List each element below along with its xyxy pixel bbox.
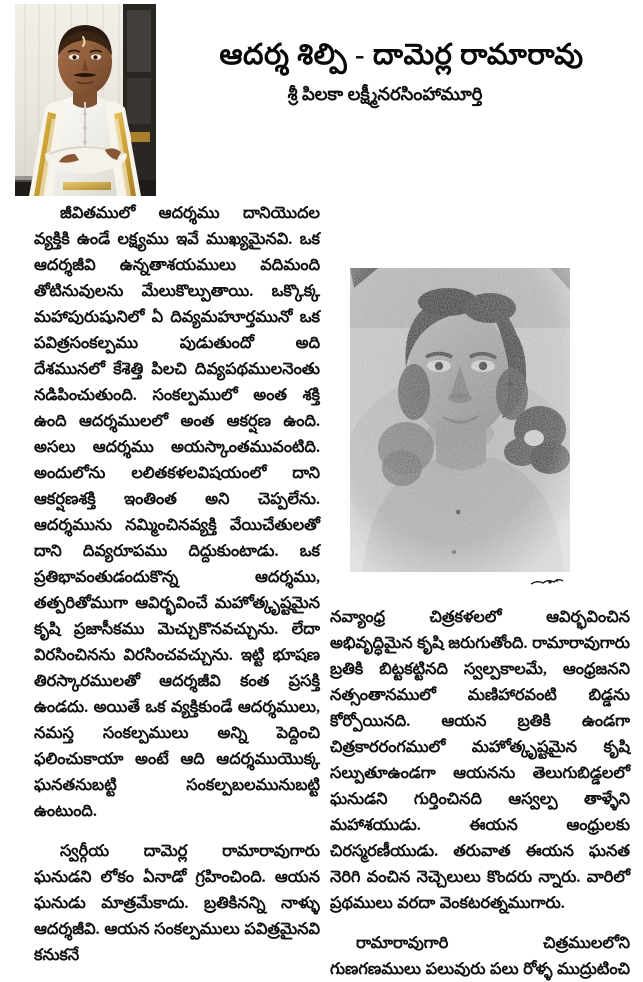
page-header bbox=[0, 0, 643, 200]
photo-credit-mark-icon bbox=[530, 577, 564, 586]
portrait-photo-image bbox=[344, 262, 576, 578]
left-text-column bbox=[34, 200, 320, 968]
page-title: ఆదర్శ శిల్పి - దామెర్ల రామారావు bbox=[219, 39, 584, 72]
article-body bbox=[0, 200, 643, 978]
statue-photo-image bbox=[15, 4, 156, 196]
paragraph: జీవితములో ఆదర్శము దానియొదల వ్యక్తికి ఉండే లక్ష్యము ఇవే ముఖ్యమైనవి. ఒక ఆదర్శజీవి ఉన్నతాశయములు వదిమంది తోటినువులను మేలుకొల్పుతాయి. ఒక్కొక్క మహాపురుషునిలో ఏ దివ్యమహూర్తమునో ఒక పవిత్రసంకల్పము పుడుతుందో అది దేశమునలో కేశెత్తి పిలచి దివ్యపథములనెంతు నడిపించుతుంది. సంకల్పములో అంత శక్తి ఉంది ఆదర్శములలో అంత ఆకర్షణ ఉంది. అసలు ఆదర్శము అయస్కాంతమువంటిది. అందులోను లలితకళలవిషయంలో దాని ఆకర్షణశక్తి ఇంతింత అని చెప్పలేను. ఆదర్శమును నమ్మించినవ్యక్తి వేయిచేతులతో దాని దివ్యరూపము దిద్దుకుంటాడు. ఒక ప్రతిభావంతుడందుకొన్న ఆదర్శము, తత్పరితోముగా ఆవిర్భవించే మహోత్కృష్టమైన కృషి ప్రజాసీకము మెచ్చుకొనవచ్చును. లేదా విరసించినను విరసించవచ్చును. ఇట్టి భూషణ తిరస్కారములతో ఆదర్శజీవి కంత ప్రసక్తి ఉండదు. అయితే ఒక వ్యక్తికుండే ఆదర్శములు, నమస్త సంకల్పములు అన్ని పెద్దించి ఫలించుకాయా అంటే ఆది ఆదర్శముయొక్క ఘనతనుబట్టి సంకల్పబలమునుబట్టి ఉంటుంది. bbox=[34, 204, 320, 820]
portrait-photograph bbox=[344, 262, 576, 580]
paragraph: రామారావుగారి చిత్రములలోని గుణగణములు పలువురు పలు రోళ్ళ ముద్రుటించి bbox=[330, 934, 630, 978]
right-column-text bbox=[330, 604, 630, 982]
paragraph: నవ్యాంధ్ర చిత్రకళలలో ఆవిర్భవించిన అభివృద్ధిమైన కృషి జరుగుతోంది. రామారావుగారు బ్రతికి బిట్టకట్టినది స్వల్పకాలమే, ఆంధ్రజనని నత్సంతానములో మణిహారవంటి బిడ్డను కోర్పోయినది. ఆయన బ్రతికి ఉండగా చిత్రకారరంగములో మహోత్కృష్టమైన కృషి సల్పుతూఉండగా ఆయనను తెలుగుబిడ్డలలో ఘనుడని గుర్తించినది ఆస్వల్ప తాళ్ళేని మహాశయుడు. ఈయన ఆంధ్రులకు చిరస్మరణీయుడు. తరువాత ఈయన ఘనత నెరిగి వంచిన నెచ్చెలులు కొందరు న్నారు. వారిలో ప్రథములు వరదా వెంకటరత్నముగారు. bbox=[330, 608, 630, 912]
right-text-column bbox=[330, 200, 630, 982]
statue-photograph bbox=[15, 4, 156, 196]
paragraph: స్వర్గీయ దామెర్ల రామారావుగారు ఘనుడని లోకం ఏనాడో గ్రహించింది. ఆయన ఘనుడు మాత్రమేకాదు. బ్రతికినన్ని నాళ్ళు ఆదర్శజీవి. ఆయన సంకల్పములు పవిత్రమైనవి కనుకనే bbox=[34, 842, 320, 964]
author-byline: శ్రీ పిలకా లక్ష్మీనరసింహామూర్తి bbox=[287, 84, 483, 104]
headline-block bbox=[160, 0, 643, 200]
